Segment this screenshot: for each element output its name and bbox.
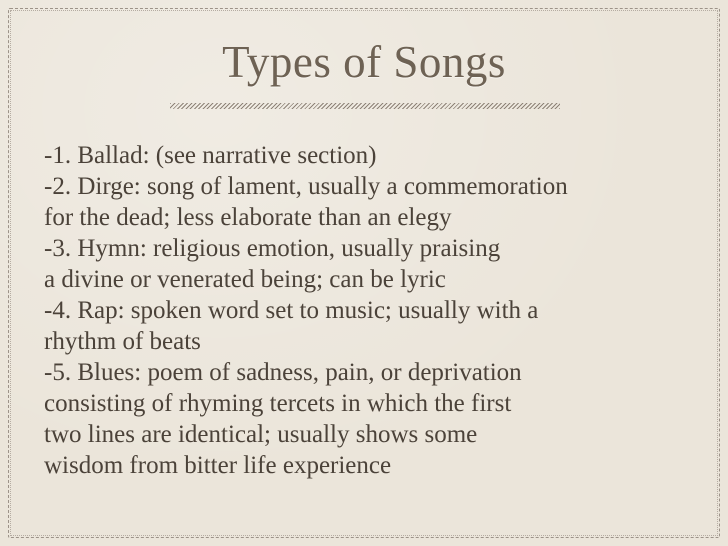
- body-line: wisdom from bitter life experience: [44, 452, 392, 479]
- title-underline: [170, 103, 560, 109]
- body-line: -3. Hymn: religious emotion, usually praising: [44, 235, 501, 262]
- body-line: two lines are identical; usually shows some: [44, 421, 478, 448]
- body-line: -2. Dirge: song of lament, usually a commemoration: [44, 173, 568, 200]
- body-line: rhythm of beats: [44, 328, 201, 355]
- body-line: consisting of rhyming tercets in which the first: [44, 390, 512, 417]
- body-line: -4. Rap: spoken word set to music; usually with a: [44, 297, 539, 324]
- body-line: for the dead; less elaborate than an elegy: [44, 204, 452, 231]
- slide-body: [44, 140, 704, 481]
- body-line: -1. Ballad: (see narrative section): [44, 142, 377, 169]
- body-line: -5. Blues: poem of sadness, pain, or deprivation: [44, 359, 522, 386]
- slide-title: Types of Songs: [222, 37, 506, 87]
- body-line: a divine or venerated being; can be lyric: [44, 266, 446, 293]
